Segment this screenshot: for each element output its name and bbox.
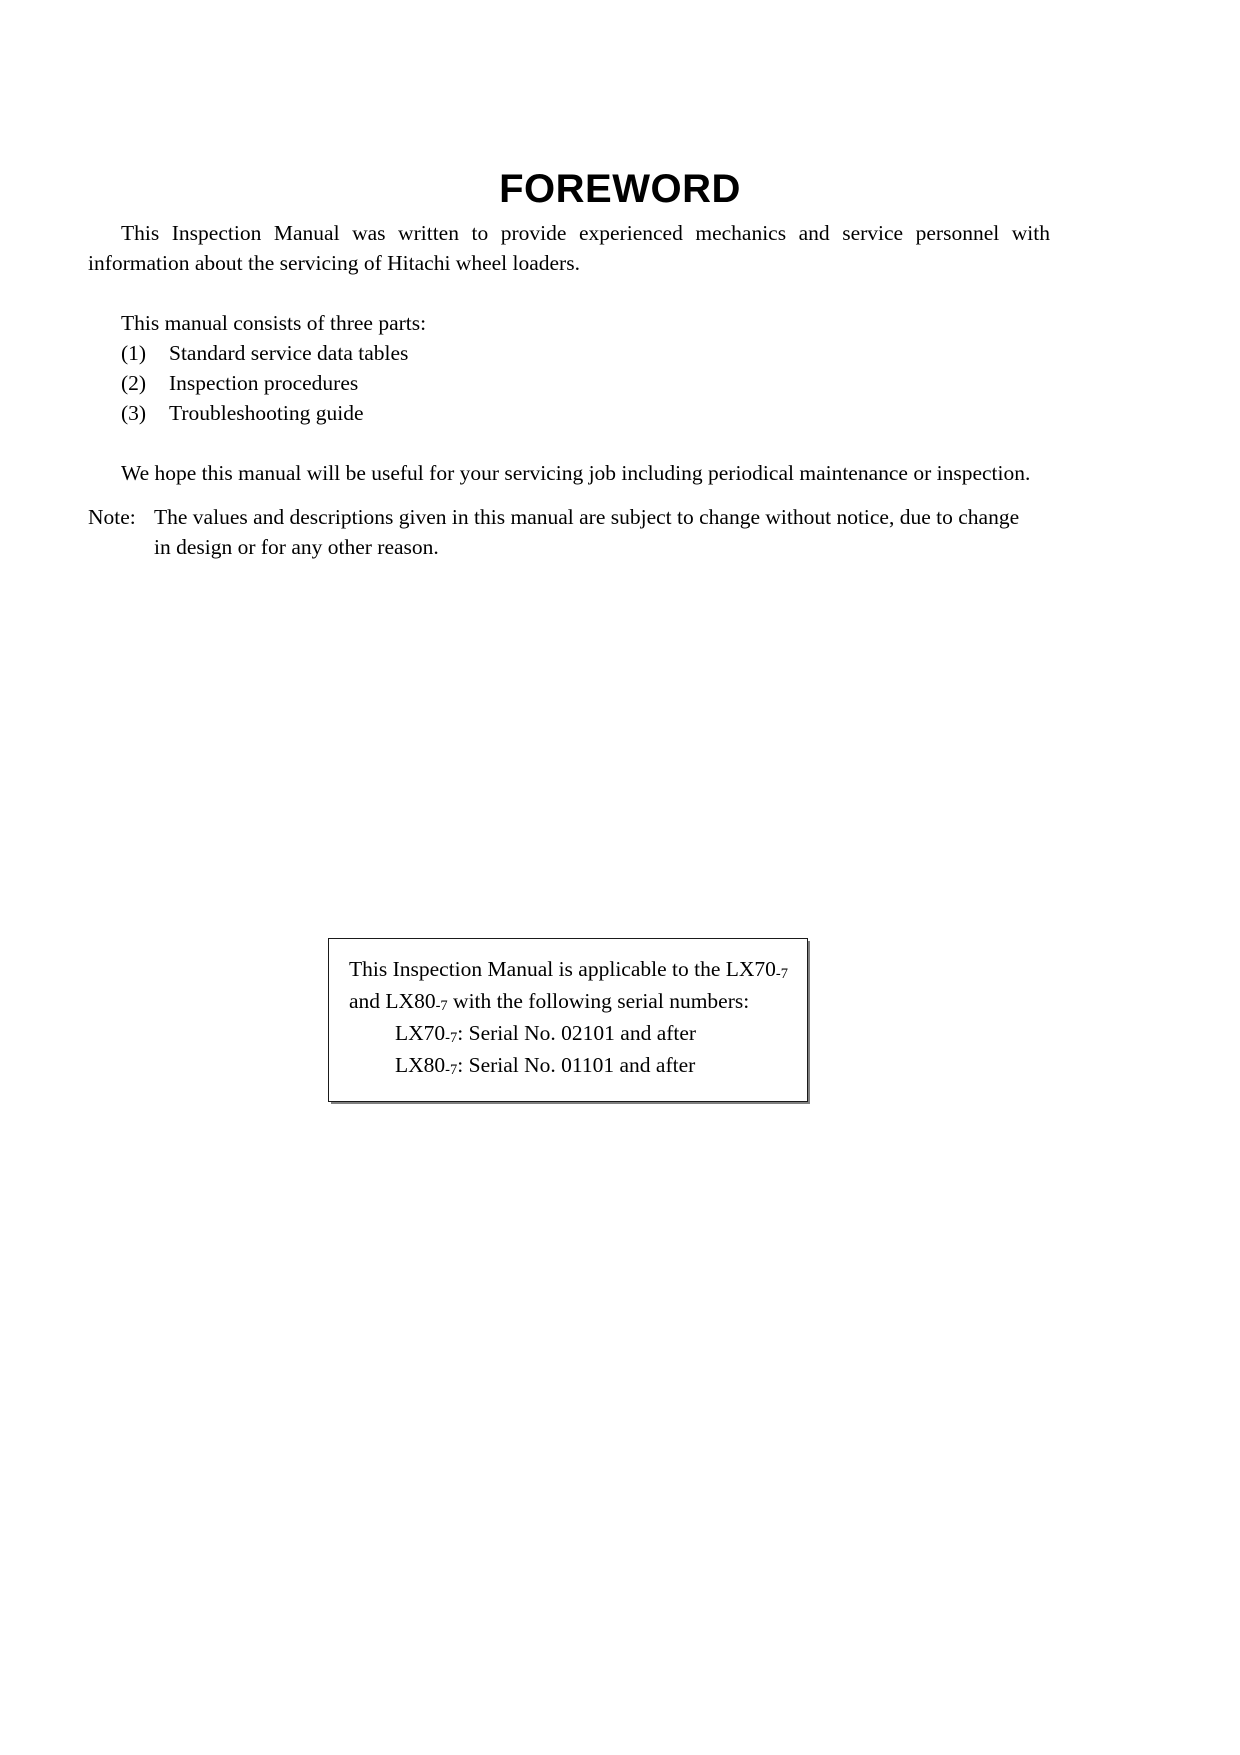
model-suffix: -7: [445, 1030, 458, 1046]
list-item: [88, 338, 1050, 368]
closing-paragraph: We hope this manual will be useful for your servicing job including periodical maintenance or inspection.: [121, 461, 1031, 485]
note-line-1: The values and descriptions given in this manual are subject to change without notice, due to change: [154, 505, 1020, 529]
serial-line-4-text: : Serial No. 01101 and after: [457, 1053, 696, 1077]
list-item-label: Troubleshooting guide: [169, 401, 364, 425]
note-block: [88, 502, 1050, 562]
serial-box-line-1: [349, 955, 787, 987]
list-item-number: (1): [121, 341, 147, 365]
model-suffix: -7: [445, 1062, 458, 1078]
spacer: [88, 278, 1050, 308]
serial-line-3-model: LX70: [395, 1021, 446, 1045]
list-intro-text: This manual consists of three parts:: [121, 311, 427, 335]
serial-box-line-2: [349, 987, 787, 1019]
serial-line-2-text: with the following serial numbers:: [447, 989, 750, 1013]
parts-list: [88, 338, 1050, 428]
list-item-number: (3): [121, 401, 147, 425]
model-suffix: -7: [775, 966, 789, 982]
body-content: [88, 218, 1050, 488]
list-item: [88, 368, 1050, 398]
model-suffix: -7: [435, 998, 448, 1014]
spacer: [88, 428, 1050, 458]
serial-line-1-text: This Inspection Manual is applicable to the LX70: [349, 957, 776, 981]
list-item-label: Inspection procedures: [169, 371, 359, 395]
page-title: FOREWORD: [499, 166, 741, 211]
applicability-box: [328, 938, 808, 1102]
list-item: [88, 398, 1050, 428]
serial-line-4-model: LX80: [395, 1053, 446, 1077]
list-item-label: Standard service data tables: [169, 341, 409, 365]
note-label: Note:: [88, 505, 136, 529]
serial-line-3-text: : Serial No. 02101 and after: [457, 1021, 697, 1045]
serial-box-line-3: [349, 1019, 787, 1051]
serial-box-line-4: [349, 1051, 787, 1083]
note-text: [154, 502, 1050, 562]
note-line-2: in design or for any other reason.: [154, 535, 439, 559]
serial-line-2-model: and LX80: [349, 989, 436, 1013]
serial-box-container: [328, 938, 808, 1102]
intro-paragraph: This Inspection Manual was written to provide experienced mechanics and service personnel with information about the servicing of Hitachi wheel loaders.: [88, 221, 1050, 275]
list-item-number: (2): [121, 371, 147, 395]
